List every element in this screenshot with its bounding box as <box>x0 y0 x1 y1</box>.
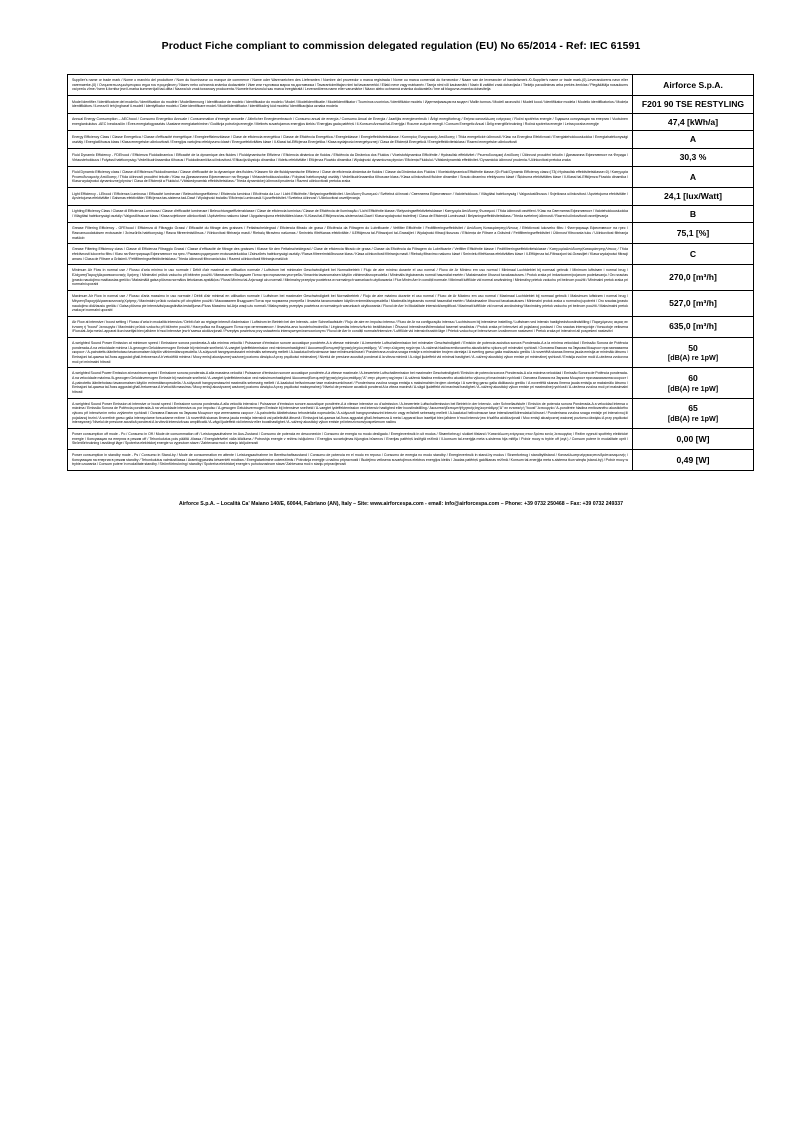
table-row <box>68 205 754 223</box>
row-value: 270,0 [m³/h] <box>633 265 754 291</box>
row-description: Fluid Dynamic Efficiency class / Classe di Efficienza Fluidodinamica / Classe d'efficacité de la dynamique des fluides / Klassen für die fluiddynamische Effizienz / Clase de eficiencia dinámica de fluidos / Classe da Dinâmica dos Fluidos / Vloeistofdynamica Efficiëntie klasse /(0=Fluid Dynamic Efficiency class=)73(=Hydraulisk effektivitetsklasse=0) / Κατηγορία Ρευστοδυναμικής Απόδοσης / Třída účinnosti proudění tekutin / Klası на Динамичната Ефективност на Флуида / Virtaustehokkuusluokka / Folyássi hatékonysági osztály / Vedelikudrünaamika tõhususe klass / Klasa učinkovitosti fluidne dinamike / Srauto dinamino efektyvumo klasė / Šķidruma efektivitātes klase / Il-Klassi tal-Effiċjenza Fluwido dinamika / Klasa wydajności dynamicznej płynów / Clasa de Eficiență a Fluidului / Vätskedynamisk effektivitetsklass / Trieda dynamickej účinnosti prudenia / Razred učinkovitosti pretoka zraka <box>68 166 633 187</box>
row-value-number: 60 <box>688 373 698 384</box>
row-value: 0,49 [W] <box>633 449 754 470</box>
row-value-number: 65 <box>688 403 698 414</box>
row-description: Annual Energy Consumption – AEChood / Consumo Energetico Annuale / Consommation d'énergie annuelle / Jährlicher Energieverbrauch / Consumo anual de energía / Consumo Anual de Energia / Jaarlijks energieverbruik / Årligt energiforbrug / Ετήσια κατανάλωση ενέργειας / Roční spotřeba energie / Годишна консумация на енергия / Vuotuinen energiankulutus -AEC Ivealouslön / Éves energiafogyasztás / Aastane energiatarbimine / Godišnja potrošnja energije / Metinės suvartojamos energijos kiekis / Energijas gada patēriņš / Il-Konsum Annwali tal-Enerġija / Roczne zużycie energii / Consum Energetic Anual / Årlig energiförbrukning / Ročná spotreba energie / Letna poraba energije <box>68 113 633 131</box>
row-value: 30,3 % <box>633 149 754 167</box>
product-fiche-table <box>67 74 754 471</box>
row-description: A-weighted Sound Power Emission at intensive or boost speed / Emissione sonora ponderata-A alla velocità intensiva / Puissance d'émission sonore acoustique pondérée-A à vitesse intensive ou d'admission / A-bewertete Luftschallemission bei Betrieb in der Intensiv- oder Schnellaufstufe / Emisión de potencia sonora Ponderada-A a velocidad intensa o máxima / Emissão Sonora de Potência ponderada-A na velocidade intensiva ou por impulso / A-gewogen Geluidsvermogen Emissie bij intensieve snelheid / A-vaegtet lydeffektemission ved intensiv hastighed eller boostindstilling / ΑκουστικήΕκπομπήΗχητικήςΙσχύοςστάθμης"A" σε εντατική ή "boost" λειτουργία / A-pondérée hladina emitovaného akustického výkonu při intenzivním nebo zvýšeném rychlosti / Основна Емисия на Звукова Мощност при интензивна скорост / A-painotettu äänitehotaso tehostetulla nopeudella / A-súlyozott hangnyomásszint intenzív vagy erősített sebesség mellett / A-kaalutud helivoimsuse tase intensiivsel/kiirendatud kiirusel / Ponderirana zvučna snaga emisije pri intenzivnoj ili pojačanoj brzini / A svertinė garso galia intensyviame forsuotame režime / A novertētā skanas līmena jauda emisija intensivā vai palielinātā ātrumā / Emissjoni tal-qawwa tal-ħoss aggustat għall-frekwenza A meta l-apparat ikun issettjat biex jaħdem b'mod intensiv jew b'saħħa aċdċizzjonali / Moc emisji akustycznej ważonej poziomu dźwięku A przy prędkości intensywnej / Nivelul de presiune acustică ponderat A la viteză intensivă sau amplificată / A-vägd ljudeffekt vid intensiv eller boosthastighet / A -vážený akustický výkon emisie pri intenzívnom/pospešenom načinu <box>68 398 633 428</box>
table-row <box>68 131 754 149</box>
row-value <box>633 398 754 428</box>
row-value: F201 90 TSE RESTYLING <box>633 96 754 114</box>
table-row <box>68 428 754 449</box>
table-row <box>68 337 754 367</box>
table-row <box>68 187 754 205</box>
table-row <box>68 291 754 317</box>
table-row <box>68 244 754 265</box>
table-row <box>68 449 754 470</box>
row-description: Supplier's name or trade mark / Nome o marchio del produttore / Nom du fournisseur ou marque de commerce / Name oder Warenzeichen des Lieferanten / Nombre del proveedor o marca registrada / Nome ou marca comercial do fornecedor / Naam van de leverancier of handelsmerk /0-Supplier's name or trade mark-(0)-Leverandorens navn eller varemaerke-(0) / Ονοματεπωνυμο/εμπορικο σημα του προμηθευτη / Název nebo ochranná známka dodavatele / Име или търговска марка на доставчика / Tavarantoimittajan nimi tai tavaramerkki / Ellató neve vagy márkanév / Tamja nimi või kaubamärk / Naziv ili zaštitni znak dobavljača / Tiekėjo pavadinimas arba prekės ženklas / Piegādātāja nosaukums vai preču zīme / Isem il-fornitur jew il-marka kummerċjali tad-ditta / Nazwa lub znak towarowy producenta / Numele furnizorului sau marca înregistrată / Leverantörens namn eller varumärke / Názov alebo ochranná známka dodávateľa / Ime ali blagovna znamka dobavitelja <box>68 75 633 96</box>
table-row <box>68 398 754 428</box>
row-description: Air Flow at intensive / boost setting / Flusso d'aria in modalità intensiva / Débit d'air au réglage intensif d'admission / Luftstrom im Betrieb bei der Intensiv- oder Schnellaufstufe / Flujo de aire en impulso intenso / Fluxo de Ar na configuração intensa / Luchtstroom bij intensieve instelling / Luftstrøm ved intensiv hastighedsfoostindstilling / Παρεχόμενος αερας σε ένταση ή "boost" λειτουργία / Maximální prūtok vzduchu při blížném použití / Настройка на Въздушен Поток при интензивност / Ilmavirta-arvo tuosteholmoinnilla / Légáramlás intenzív/turbó beállításban / Õhuvool intensiivsel/kiirendatud tasemel seadistus / Protok zraka pri intenzivni ali pojačanoj postavci / Oro srautas intensyvioje / forsuotoje veiksena /Fluxulat-Arja meta l-apparat ikun issettjat biex jaħdem b'mod intensive jew b'saewa aċdċizzjonali / Przepływ powietrza przy ustawieniu intensywnym/wzmocnionym / Fluxul de Aer în condiții normale/intensive / Luftflöde vid intensivt/snabb läge / Prietok vzduchu pri intenzívnom /zosilnenom nastavení / Pretok zraka pri intenzivni ali pospešeni nastavitvi <box>68 316 633 337</box>
row-description: Grease Filtering Efficiency - GFEhood / Efficienza di Filtraggio Grassi / Efficacité du filtrage des graisses / Fettabscheidegrad / Eficiencia filtrado de grasa / Eficiência da Filtragem do Lubrificante / Vetfilter Efficiëntie / Fedtfiltreringseffektivitet / Απόδοση Κατακράτησης/Λίπους / Efektivnost lukoveho filtru / Филтрираща Ефективност на грес / Rasvansuodatuksen erotusaste / Зсírszűrős hatékonyság / Rasva filtreerimistõhsus / Уčinkovitost filtriranja masti / Riebalų filtravimo našumas / Smirvielu filtrēšanas efektivitāte / Il-Effiċjenza tal-Filtrazzjoni tal-Grassijiet / Wydajność filtracji tłuszczu / Eficiența de Filtrare a Grăsimii / Fettfiltreringseffektivitet / Účinnosť filtrovania tuku / Učinkovitost filtriranja maščob <box>68 223 633 244</box>
fiche-table-wrapper <box>67 74 745 471</box>
row-description: Energy Efficiency Class / Classe Energetica / Classe d'efficacité énergétique / Energieeffizienzklasse / Clase de eficiencia energética / Classe de Eficiência Energética / Energieklasse / Energieffektivitetsklasse / Komnpiος Ενεργειακής Απόδοσης / Třída energetické účinnosti / Klası na Energiina Efektivnost / Energiatehokkuusluokka / Energiahatékonysági osztály / Energiatõhusus klass / Klasa energetske učinkovitosti / Energijos vartojimo efektyvumo klasė / Energoefektivitātes klase / Il-Klassi tal-Effiċjenza Enerġetika / Klasa wydajności energetycznej / Clasa de Eficiență Energetică / Energieffektivitetsklass / Razred energetske učinkovitosti <box>68 131 633 149</box>
row-value: 47,4 [kWh/a] <box>633 113 754 131</box>
table-row <box>68 149 754 167</box>
row-description: Grease Filtering Efficiency class / Classe di Efficienza Filtraggio Grassi / Classe d'efficacité de filtrage des graisses / Klasse für den Fettabscheidegrad / Clase de eficiencia filtrado de grasa / Classe da Eficiência da Filtragem do Lubrificante / Vetfilter Efficiëntie klasse / Fedtfiltreringseffektivitetsklasse / ΚατηγορίαΑπόδοσηςΚατακράτησηςΛίπους / Třída efektivnosti lukoveho filtru / Klası на Филтрираща Ефективност на грес / Расвансуодатуксен erotusasteluokka / Zsirszűrés hatékonysági osztály / Rasva filtreerimistõhususe klass / Klasa učinkovitosti filtriranja masti / Riebalų filtravimo našumo klasė / Smirvielu filtrēšanas efektivitātes klase / Il-Effiċjenza tal-Filtrazzjoni tal-Grassijiet / Klasa wydajności filtracji amaru / Clasa de Filtrare a Grăsimii / Fettfiltreringseffektivitetsklass / Trieda účinnosti filtrovania tuku / Razred učinkovitosti filtriranja maščob <box>68 244 633 265</box>
page-title: Product Fiche compliant to commission delegated regulation (EU) No 65/2014 - Ref: IEC 61591 <box>161 40 641 52</box>
row-description: A-weighted Sound Power Emission at minimum speed / Emissione sonora ponderata-A alla minima velocità / Puissance d'émission sonore acoustique pondérée-A à vitesse minimale / A-bewertete Luftschallemission bei minimaler Geschwindigkeit / Emisión de potencia acústica sonora Ponderada-A a la mínima velocidad / Emissão Sonora de Potência ponderada-A na velocidade mínima / A-gewogen Geluidsvermogen Emissie bij minimale snelheid / A-vaegtet lydeffektemission ved minimumhastighed / ΑκουστικήΕκπομπήΗχητικήςΙσχύοςστάθμης "A" στην ελáχιστη ταχύτητα / A-vážená hladina emitovaného akustického výkonu při minimální rychlosti / Основна Емисия на Звукова Мощност при минимална скорост / A-painotettu äänitehotaso tavanomaisen käytön vähimmäisnopeudella / A-súlyozott hangnyomásszint minimális sebesség mellett / A-kaalutud helivoimsuse tase miinimumkiirusel / Ponderirana zvučna snaga emisije s minimalnim brojem okretaja / A sverting garso galia mažiausiu greičiu / A novertētā skanas līmena jauda emisija ar minimālo ātrumu / Emissjoni tal-qawwa tal-ħoss aggustat għall-frekwenza A b'vetoċēitā minima / Mocy emisji akustycznej ważonej poziomu dźwięku A przy prędkości minimalnej / Nivelul de presiune acustică ponderat A la viteza minimă / A-vägd ljudeffekt vid minimal hastighet / A -vážený akustický výkon emisie pri minimálnej rychlosti / Emisija zvočne moči A-utežena zvokovna moč pri minimalni hitrosti <box>68 337 633 367</box>
table-row <box>68 223 754 244</box>
row-value-number: 50 <box>688 342 698 353</box>
row-value: 0,00 [W] <box>633 428 754 449</box>
footer-contact: Airforce S.p.A. – Località Ca' Maiano 140/E, 60044, Fabriano (AN), Italy – Site: www.airforcespa.com - email: info@airforcespa.com – Phone: +39 0732 250468 – Fax: +39 0732 249337 <box>178 500 624 507</box>
row-value: 24,1 [lux/Watt] <box>633 187 754 205</box>
row-description: Power consumption in standby mode - Ps / Consumo in Stand-by / Mode de consommation en attente / Leistungsaufnahme im Bereitschaftszustand / Consumo de potencia en el modo en reposo / Consumo de energia no modo standby / Energieverbruik in stand-by modus / Strømforbrug i standbytilstand / Κατανάλωσηενέργειαςστονδρόποαναμονής / Консумация на енергия в режим standby / Tehonkulutus valmiustilassa / Aramfogyasztás készenléti módban / Energiatarbimine ooterežiimis / Potrošnja energije u načinu pripravnosti / Budejimo veiksena suvartojimos elektros energijos kiekis / Jaudas patēriņš gaidīšanas režīmā / Konsum tal-enerġija meta s-sistema tkun wieqfa (stand-by) / Pobór mocy w trybie czuwania / Consum putere în modalitate standby / Strömförbrukning i standby / Spotreba elektrickej energie v pohotovostnom stave/ Zahtevana moč v stanju pripravljenosti <box>68 449 633 470</box>
row-description: Lighting Efficiency Class / Classe di Efficienza Luminosa / Classe d'efficacité lumineuse / Beleuchtungseffizienzklasse / Clase de eficiencia lumínica / Classe de Eficiência de Iluminação / Licht Efficiëntie klasse / Belysningseffektivitetsklasse / Κατηγορία Απόδοσης Φωτισμού / Třída účinnosti osvětlení / Klası на Светлинна Ефективност / Valotehokkuusluokka / Világítási hatékonysági osztály / Valgustõhususe klass / Klasa svjetlosne učinkovitosti / Apšvietimo našumo klasė / Apgaismojuma efektivitātes klase / Il-Klassi tal-Effiċjenza tas-sistema tad-Dawl / Klasa wydajności świetlnej / Clasa de Eficiență Luminoasă / Belysningseffektivitetsklass / Trieda svetelnej účinnosti / Razred učinkovitosti osvetljevanja <box>68 205 633 223</box>
table-row <box>68 316 754 337</box>
row-value: A <box>633 131 754 149</box>
row-description: Fluid Dynamic Efficiency - FDEhood / Efficienza Fluidodinamica / Efficacité de la dynamique des fluides / Fluiddynamische Effizienz / Eficiencia dinámica de fluidos / Eficiência da Dinâmica dos Fluidos / Vloeistofdynamica Efficiëntie / Hydraulisk effektivitet / Ρευστοδυναμική Απόδοση / Účinnost proudění tekutin / Динамична Ефективност на Флуида / Virtaustehokkuus / Folyássi hatékonyság / Vedelikudrünaamika tõhusus / Fluidodinamička učinkovitost / Efikacija škystojo dinamika / Videšu efektivitāte / Efiċjenza Fluwido dinamika / Wydajność dynamiczna płynów / Eficiența Fluidului / Vätskedynamisk effektivitet / Dynamická účinnosť prudenia / Učinkovitost pretoka zraka <box>68 149 633 167</box>
table-row <box>68 368 754 398</box>
row-value: 635,0 [m³/h] <box>633 316 754 337</box>
row-value-unit: [dB(A) re 1pW] <box>667 414 719 424</box>
table-row <box>68 96 754 114</box>
row-value: C <box>633 244 754 265</box>
table-row <box>68 265 754 291</box>
row-value <box>633 337 754 367</box>
row-description: Power consumption off mode - Po / Consumo in Off / Mode de consommation off / Leistungsaufnahme im Aus-Zustand / Consumo de potencia en desconexión / Consumo de energia no modo desligado / Energieverbruik in uit modus / Strømforbrug i slukket tilstand / Κατανάλωση ενέργειας στον δρόπο εκτός λειτουργίας / Režim vypnutí spotřeby elektrické energie / Консумация на енергия в режим off / Tehonkulutus pois päältä -tilassa / Energiafelvétel válla kilálluma / Potroshja energie v režimu isključeno / Energijos suvartojimas išjungtos būsenos / Enerijas patēriņš izslēgtā režīmā / Il-konsum tal-enerġija meta s-sistema hija mitfija / Pobór mocy w trybie off (wył.) / Consum putere în modalitate oprit / Strömförbrukning i avstängt läge / Spotreba elektrickej energie vo vypnutom stave / Zahtevana moč v stanju izključenosti <box>68 428 633 449</box>
table-body <box>68 75 754 471</box>
row-description: Light Efficiency - LEhood / Efficienza Luminosa / Efficacité lumineuse / Beleuchtungseffizienz / Eficiencia lumínica / Eficiência da Luz / Licht Efficiëntie / Belysningseffektivitet / Απόδοση Φωτισμού / Světelná účinnost / Светлинна Ефективност / Valotehokkuus / Világítási hatékonyság / Valgustustõhusus / Svjetlosna učinkovitost / Apvietojuma efektivitāte / Apvietojuma efektivitāte / Gaismas efektivitāte / Effiċjenza tas-sistema tad-Dawl / Wydajność światła / Eficiența Luminoasă / Ljuseffektivitet / Svetelna účinnosť / Učinkovitost osvetljevanja <box>68 187 633 205</box>
row-description: A-weighted Sound Power Emission at maximum speed / Emissione sonora ponderata-A alla massima velocità / Puissance d'émission sonore acoustique pondérée-A à vitesse maximale / A-bewertete Luftschallemission bei maximaler Geschwindigkeit / Emisión de potencia sonora Ponderada-A a la máxima velocidad / Emissão Sonora de Potência ponderada-A na velocidade máxima /A-gewogen Geluidsvermogen Emissie bij maximale snelheid / A-vaegtet lydeffektemission ved maksimumhastighed /ΑκουστικήΕκπομπήΗχητικήςΙσχύοςστάθμης"A" στην μέγιστη ταχύτητα / A-vážená hladina emitovaného akustického výkonu při maximální rychlosti / Основна Емисия на Звукова Мощност при максимална скорост / A-painotettu äänitehotaso tavanomaisen käytön enimmäisnopeudella / A-súlyozott hangnyomásszint maximális sebesség mellett / A-kaalutud helivoimsuse tase maksimumkiirusel / Ponderirana zvučna snaga emisija s maksimalnim brojem okretaja / A sverting garso galia didžiausiu greičiu / A novertētā skanas līmena jauda emisija ar maksimālo ātrumu / Emissjoni tal-qawwa tal-ħoss aggustat għall-frekwenza A b'veloċitā massima / Mocy emisji akustycznej ważonej poziomu dźwięku A przy prędkości maksymalnej / Nivelul de presiune acustică ponderat A la viteza maximă / A-vägd ljudeffekt vid maximal hastighet / A -vážený akustický výkon emisie pri maximálnej rychlosti / A-utežena zvočna moč pri maksimalni hitrosti <box>68 368 633 398</box>
row-value: Airforce S.p.A. <box>633 75 754 96</box>
row-description: Model identifier / Identificatore del modello / Identification du modèle / Modellkennung / Identificador de modelo / Identificador do modelo / Model / Modelidentificatie / Modelidentifikator / Tournínos uvorínius / Identifikátor modelu / Идентификация на модел / Mallin tunnus / Modell azonosító / Mudeli kood / Identifikator modela / Modelio identifikatorius / Modeļa identifikātors / Il-mezzi li teh jingharaf il-mudell / Identyfikator modelu / Date identificare model / Modellidentifikator / Identifikačný kód modelu/ Identifikacijska oznaka modela <box>68 96 633 114</box>
row-value: B <box>633 205 754 223</box>
row-description: Maximum Air Flow in normal use / Flusso d'aria massimo in uso normale / Débit d'air minimal en utilisation normale / Luftstrom bei maximaler Geschwindigkeit bei Normalbetrieb / Flujo de aire máximo durante el uso normal / Fluxo de Ar Máximo em uso normal / Maximaal Luchtdebiet bij normaal gebruik / Maksimum luftstrøm i normal brug / ΜέγιστηΠαροχήΑέρασεκανονικήςΧρήσης / Maximální prūtok vzduchu při obvyklém použití / Максимален Въздушен Поток при нормална употреба / Ilmavirta tavanomaisen käytön enimmäisnopeudella / Maximális légáramás normál használat esetén / Maksimaalne õhuvool tavakasutuses / Minimalni protok zraka u normalnoj upotrebi / Oro srautas jprasto naudojimo didžiausiu greičiu / Gaisa plūsma pie intensivās/paugstināta iestatījuma /Fluss Massimu tal-Arja waqt użu normali / Maksymalny przepływ powietrza w normalnych warunkach użytkowania / Fluxul de Aer în Modalitate intensivă/amplificat / Maximalt luftflöde vid normal användning/ Maximálny prietok vzduchu pri bežnom použití / Maksimalni pretok zraka pri normalni uporabi <box>68 291 633 317</box>
row-value: A <box>633 166 754 187</box>
row-value-unit: [dB(A) re 1pW] <box>667 383 719 393</box>
row-value <box>633 368 754 398</box>
table-row <box>68 113 754 131</box>
row-description: Minimum Air Flow in normal use / Flusso d'aria minimo in uso normale / Débit d'air maximal en utilisation normale / Luftstrom bei minimaler Geschwindigkeit bei Normalbetrieb / Flujo de aire mínimo durante el uso normal / Fluxo de Ar Mínimo em uso normal / Minimaal Luchtdebiet bij normaal gebruik / Minimum luftstrøm i normal brug / ΕλάχιστηΠαροχήΑερασεκανονικής Χρήσης / Minimální prūtok vzduchu při běžném použití / Минимален Въздушен Поток при нормална употреба / Ilmavirta tavanomaisen käytön vähimmäisnopeudella / Minimális légkáramás normál használat esetén / Maksimaalne õhuvool tavakasutuses / Protok zraka pri imkaricomm/pojanom podešavanju / Oro srautas jprasto naudojimo mažiausias greičio / Maksimālā gaisa plūsma normālos lietošanas apstākļos / Flussi Minimu tal-Arja wagt użu normali / Minimalny przepływ powietrza w normalnych warunkach użytkowania / Flux Minim Aer în condiții normale / Minimalt luftflöde vid normal användning / Minimálny prietok vzduchu pri bežnom použití / Minimalni pretok zraka pri normalni uporabi <box>68 265 633 291</box>
row-value: 527,0 [m³/h] <box>633 291 754 317</box>
row-value: 75,1 [%] <box>633 223 754 244</box>
row-value-unit: [dB(A) re 1pW] <box>667 353 719 363</box>
table-row <box>68 166 754 187</box>
table-row <box>68 75 754 96</box>
